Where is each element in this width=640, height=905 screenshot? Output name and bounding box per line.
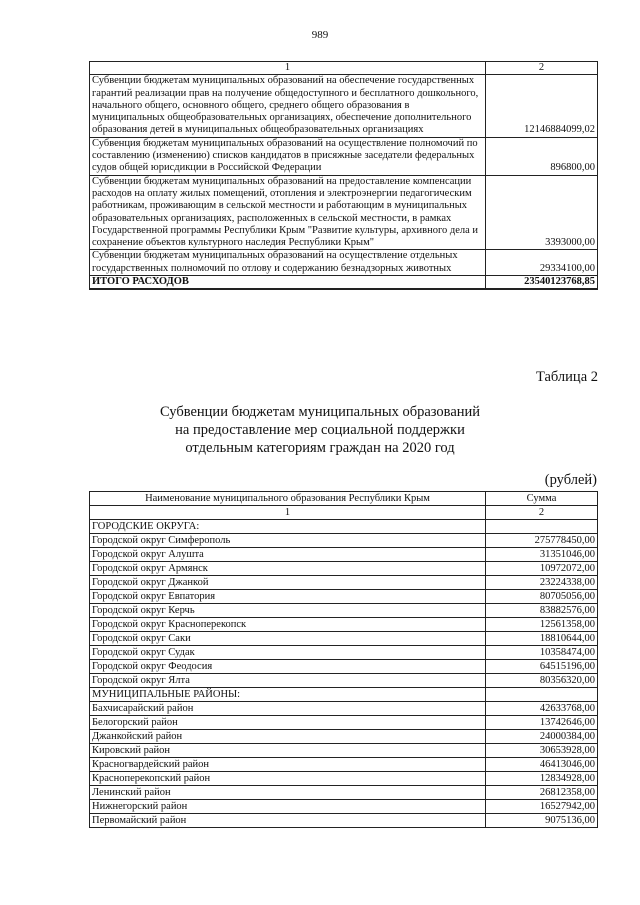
column-number-row xyxy=(90,62,598,75)
municipality-sum: 31351046,00 xyxy=(486,548,598,562)
table-row xyxy=(90,702,598,716)
municipality-sum: 64515196,00 xyxy=(486,660,598,674)
table-row xyxy=(90,590,598,604)
table-title-line: отдельным категориям граждан на 2020 год xyxy=(185,440,455,456)
municipality-name: Городской округ Джанкой xyxy=(90,576,486,590)
subventions-table xyxy=(89,491,598,828)
table-label: Таблица 2 xyxy=(535,369,598,385)
section-empty-cell xyxy=(486,688,598,702)
municipality-name: Городской округ Симферополь xyxy=(90,534,486,548)
row-sum: 3393000,00 xyxy=(486,175,598,250)
municipality-sum: 42633768,00 xyxy=(486,702,598,716)
table-row xyxy=(90,250,598,276)
table-row xyxy=(90,786,598,800)
table-row xyxy=(90,814,598,828)
table-row xyxy=(90,632,598,646)
table-row xyxy=(90,562,598,576)
row-sum: 12146884099,02 xyxy=(486,75,598,137)
municipality-sum: 13742646,00 xyxy=(486,716,598,730)
municipality-sum: 24000384,00 xyxy=(486,730,598,744)
table-row xyxy=(90,646,598,660)
municipality-name: Городской округ Евпатория xyxy=(90,590,486,604)
municipality-name: Кировский район xyxy=(90,744,486,758)
table-row xyxy=(90,674,598,688)
table-row xyxy=(90,716,598,730)
table-row xyxy=(90,772,598,786)
municipality-name: Красноперекопский район xyxy=(90,772,486,786)
table-title xyxy=(0,403,640,457)
row-sum: 29334100,00 xyxy=(486,250,598,276)
column-number-row xyxy=(90,506,598,520)
table-row xyxy=(90,730,598,744)
municipality-sum: 83882576,00 xyxy=(486,604,598,618)
municipality-sum: 26812358,00 xyxy=(486,786,598,800)
municipality-sum: 10972072,00 xyxy=(486,562,598,576)
municipality-sum: 9075136,00 xyxy=(486,814,598,828)
municipality-name: Городской округ Красноперекопск xyxy=(90,618,486,632)
row-description: Субвенция бюджетам муниципальных образований на осуществление полномочий по составлению (изменению) списков кандидатов в присяжные заседатели федеральных судов общей юрисдикции в Российской Федерации xyxy=(90,137,486,175)
row-description: Субвенции бюджетам муниципальных образований на осуществление отдельных государственных полномочий по отлову и содержанию безнадзорных животных xyxy=(90,250,486,276)
municipality-sum: 12561358,00 xyxy=(486,618,598,632)
municipality-name: Городской округ Ялта xyxy=(90,674,486,688)
table-row xyxy=(90,800,598,814)
column-number: 2 xyxy=(486,506,598,520)
municipality-sum: 275778450,00 xyxy=(486,534,598,548)
municipality-sum: 80705056,00 xyxy=(486,590,598,604)
row-description: Субвенции бюджетам муниципальных образований на предоставление компенсации расходов на оплату жилых помещений, отопления и электроэнергии педагогическим работникам, проживающим в сельской местности и работающим в муниципальных образовательных организациях, расположенных в сельской местности, в рамках Государственной программы Республики Крым "Развитие культуры, архивного дела и сохранение объектов культурного наследия Республики Крым" xyxy=(90,175,486,250)
table-row xyxy=(90,175,598,250)
municipality-sum: 80356320,00 xyxy=(486,674,598,688)
table-title-line: Субвенции бюджетам муниципальных образований xyxy=(159,404,481,420)
municipality-name: Городской округ Саки xyxy=(90,632,486,646)
table-row xyxy=(90,576,598,590)
municipality-name: Первомайский район xyxy=(90,814,486,828)
municipality-name: Нижнегорский район xyxy=(90,800,486,814)
total-label: ИТОГО РАСХОДОВ xyxy=(90,276,486,290)
municipality-name: Городской округ Армянск xyxy=(90,562,486,576)
page-number: 989 xyxy=(311,29,329,41)
municipality-sum: 46413046,00 xyxy=(486,758,598,772)
table-row xyxy=(90,660,598,674)
municipality-sum: 16527942,00 xyxy=(486,800,598,814)
total-row xyxy=(90,276,598,290)
total-sum: 23540123768,85 xyxy=(486,276,598,290)
municipality-sum: 12834928,00 xyxy=(486,772,598,786)
municipality-name: Джанкойский район xyxy=(90,730,486,744)
municipality-name: Красногвардейский район xyxy=(90,758,486,772)
units-label: (рублей) xyxy=(544,472,597,488)
municipality-sum: 18810644,00 xyxy=(486,632,598,646)
municipality-name: Белогорский район xyxy=(90,716,486,730)
table-row xyxy=(90,604,598,618)
municipality-name: Городской округ Феодосия xyxy=(90,660,486,674)
section-title: МУНИЦИПАЛЬНЫЕ РАЙОНЫ: xyxy=(90,688,486,702)
municipality-name: Ленинский район xyxy=(90,786,486,800)
column-number: 2 xyxy=(486,62,598,75)
section-empty-cell xyxy=(486,520,598,534)
column-header-sum: Сумма xyxy=(486,492,598,506)
municipality-sum: 23224338,00 xyxy=(486,576,598,590)
column-number: 1 xyxy=(90,506,486,520)
table-title-line: на предоставление мер социальной поддержки xyxy=(175,422,465,438)
header-row xyxy=(90,492,598,506)
expenses-table-continued xyxy=(89,61,598,290)
row-description: Субвенции бюджетам муниципальных образований на обеспечение государственных гарантий реализации прав на получение общедоступного и бесплатного дошкольного, начального общего, основного общего, среднего общего образования в муниципальных общеобразовательных организациях, обеспечение дополнительного образования детей в муниципальных общеобразовательных организациях xyxy=(90,75,486,137)
table-row xyxy=(90,534,598,548)
section-row xyxy=(90,688,598,702)
municipality-sum: 30653928,00 xyxy=(486,744,598,758)
municipality-name: Городской округ Керчь xyxy=(90,604,486,618)
municipality-name: Бахчисарайский район xyxy=(90,702,486,716)
table-row xyxy=(90,548,598,562)
table-row xyxy=(90,744,598,758)
table-row xyxy=(90,75,598,137)
section-title: ГОРОДСКИЕ ОКРУГА: xyxy=(90,520,486,534)
municipality-name: Городской округ Судак xyxy=(90,646,486,660)
column-header-name: Наименование муниципального образования Республики Крым xyxy=(90,492,486,506)
section-row xyxy=(90,520,598,534)
row-sum: 896800,00 xyxy=(486,137,598,175)
table-row xyxy=(90,137,598,175)
table-row xyxy=(90,618,598,632)
municipality-sum: 10358474,00 xyxy=(486,646,598,660)
table-row xyxy=(90,758,598,772)
column-number: 1 xyxy=(90,62,486,75)
municipality-name: Городской округ Алушта xyxy=(90,548,486,562)
